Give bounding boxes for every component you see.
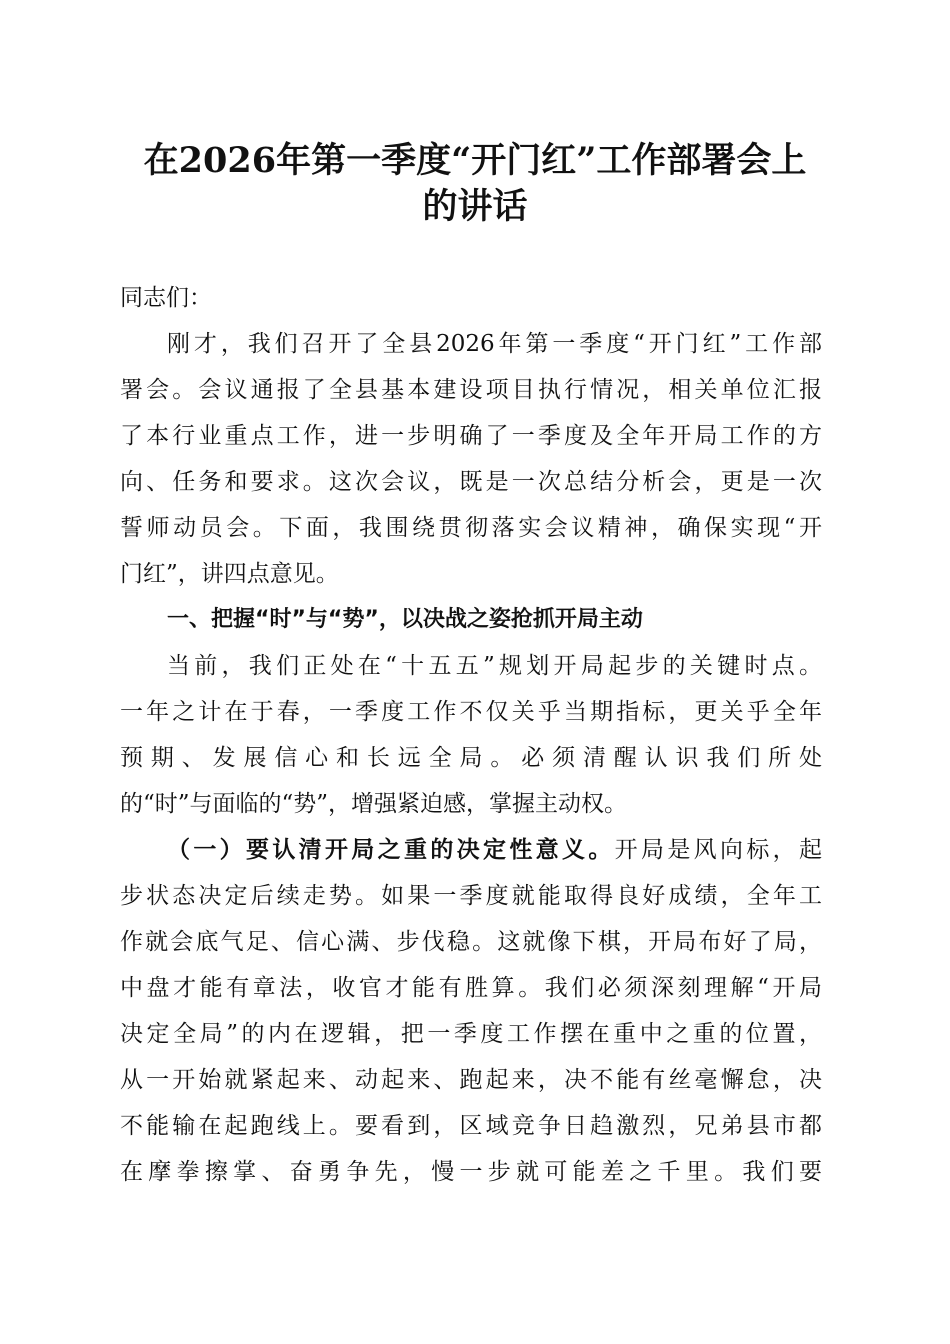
subsection-1-line: 决定全局”的内在逻辑，把一季度工作摆在重中之重的位置， [120,1021,822,1047]
subsection-1-line: 中盘才能有章法，收官才能有胜算。我们必须深刻理解“开局 [120,975,822,1001]
intro-line: 向、任务和要求。这次会议，既是一次总结分析会，更是一次 [120,469,822,495]
intro-line: 门红”，讲四点意见。 [120,561,339,587]
section-1-line: 的“时”与面临的“势”，增强紧迫感，掌握主动权。 [120,791,628,817]
subsection-1-line: 作就会底气足、信心满、步伐稳。这就像下棋，开局布好了局， [120,929,822,955]
intro-line: 誓师动员会。下面，我围绕贯彻落实会议精神，确保实现“开 [120,515,822,541]
document-title-line-2: 的讲话 [422,186,528,227]
subsection-1-line: 不能输在起跑线上。要看到，区域竞争日趋激烈，兄弟县市都 [120,1113,822,1139]
subsection-1-first-line [167,836,822,864]
subsection-1-line: 步状态决定后续走势。如果一季度就能取得良好成绩，全年工 [120,883,822,909]
subsection-1-first-rest: 开局是风向标，起 [614,837,823,863]
salutation: 同志们： [120,285,212,311]
document-title-line-1: 在2026年第一季度“开门红”工作部署会上 [143,140,807,181]
intro-line: 刚才，我们召开了全县2026年第一季度“开门红”工作部 [167,331,822,357]
subsection-1-line: 从一开始就紧起来、动起来、跑起来，决不能有丝毫懈怠，决 [120,1067,822,1093]
subsection-1-line: 在摩拳擦掌、奋勇争先，慢一步就可能差之千里。我们要 [120,1159,822,1185]
section-1-line: 当前，我们正处在“十五五”规划开局起步的关键时点。 [167,653,822,679]
section-1-line: 一年之计在于春，一季度工作不仅关乎当期指标，更关乎全年 [120,699,822,725]
intro-line: 署会。会议通报了全县基本建设项目执行情况，相关单位汇报 [120,377,822,403]
subsection-1-lead: （一）要认清开局之重的决定性意义。 [167,836,615,863]
section-1-heading: 一、把握“时”与“势”，以决战之姿抢抓开局主动 [167,607,643,632]
intro-line: 了本行业重点工作，进一步明确了一季度及全年开局工作的方 [120,423,822,449]
section-1-line: 预期、发展信心和长远全局。必须清醒认识我们所处 [120,745,822,771]
